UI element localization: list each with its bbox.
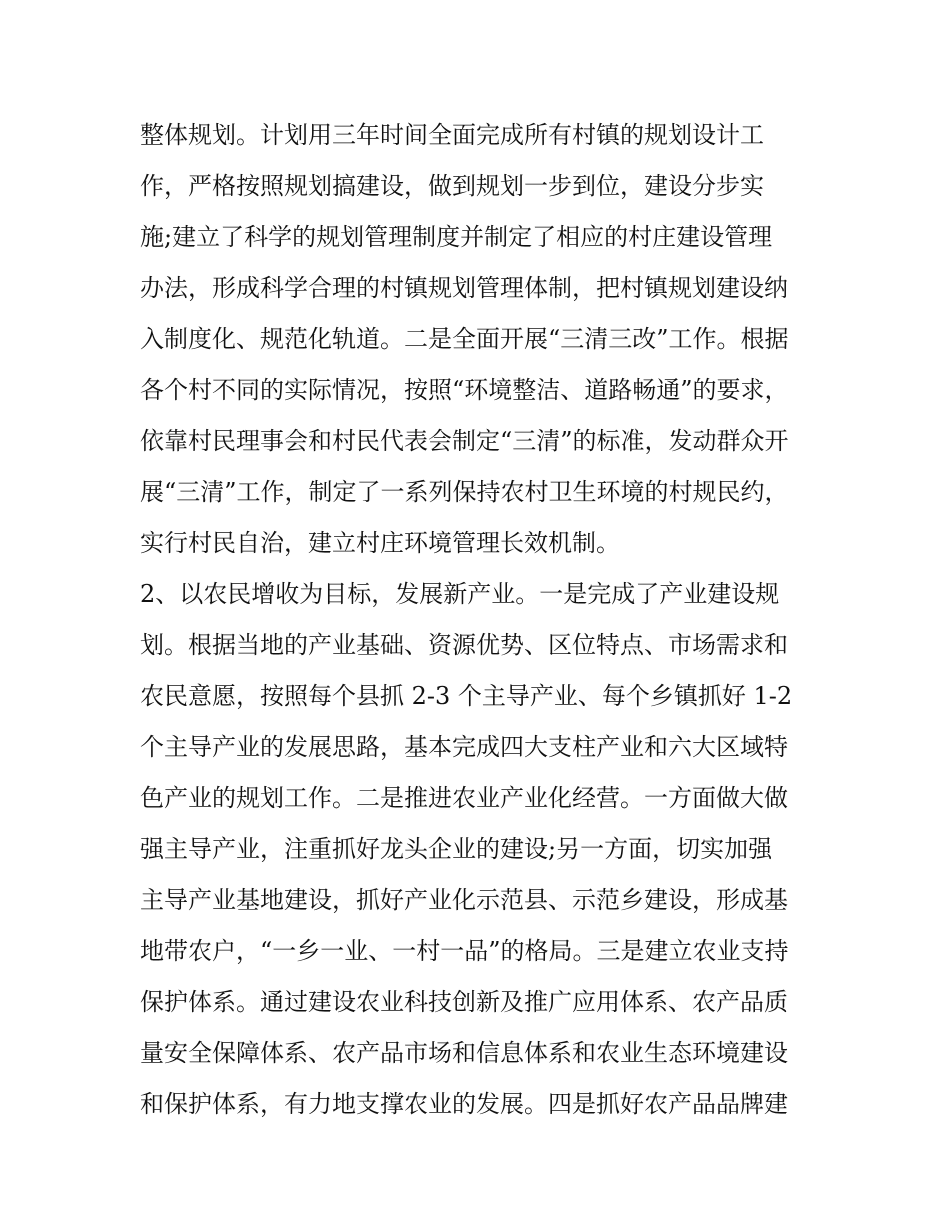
- text-line: 各个村不同的实际情况，按照“环境整洁、道路畅通”的要求，: [140, 376, 789, 404]
- text-line: 展“三清”工作，制定了一系列保持农村卫生环境的村规民约，: [140, 478, 789, 506]
- text-line: 强主导产业，注重抓好龙头企业的建设;另一方面，切实加强: [140, 835, 773, 863]
- text-line: 整体规划。计划用三年时间全面完成所有村镇的规划设计工: [140, 121, 764, 149]
- section-heading-line: 2、以农民增收为目标，发展新产业。一是完成了产业建设规: [140, 580, 780, 608]
- body-text: [140, 110, 820, 1130]
- text-line: 色产业的规划工作。二是推进农业产业化经营。一方面做大做: [140, 784, 788, 812]
- text-line: 办法，形成科学合理的村镇规划管理体制，把村镇规划建设纳: [140, 274, 788, 302]
- text-line: 保护体系。通过建设农业科技创新及推广应用体系、农产品质: [140, 988, 788, 1016]
- text-line: 量安全保障体系、农产品市场和信息体系和农业生态环境建设: [140, 1039, 788, 1067]
- text-line: 划。根据当地的产业基础、资源优势、区位特点、市场需求和: [140, 631, 788, 659]
- text-line: 农民意愿，按照每个县抓 2-3 个主导产业、每个乡镇抓好 1-2: [140, 682, 793, 710]
- text-line: 地带农户，“一乡一业、一村一品”的格局。三是建立农业支持: [140, 937, 789, 965]
- text-line: 主导产业基地建设，抓好产业化示范县、示范乡建设，形成基: [140, 886, 788, 914]
- text-line: 作，严格按照规划搞建设，做到规划一步到位，建设分步实: [140, 172, 764, 200]
- text-line: 依靠村民理事会和村民代表会制定“三清”的标准，发动群众开: [140, 427, 789, 455]
- text-line: 个主导产业的发展思路，基本完成四大支柱产业和六大区域特: [140, 733, 788, 761]
- text-line: 入制度化、规范化轨道。二是全面开展“三清三改”工作。根据: [140, 325, 789, 353]
- text-line: 施;建立了科学的规划管理制度并制定了相应的村庄建设管理: [140, 223, 773, 251]
- text-line: 实行村民自治，建立村庄环境管理长效机制。: [140, 529, 620, 557]
- text-line: 和保护体系，有力地支撑农业的发展。四是抓好农产品品牌建: [140, 1090, 788, 1118]
